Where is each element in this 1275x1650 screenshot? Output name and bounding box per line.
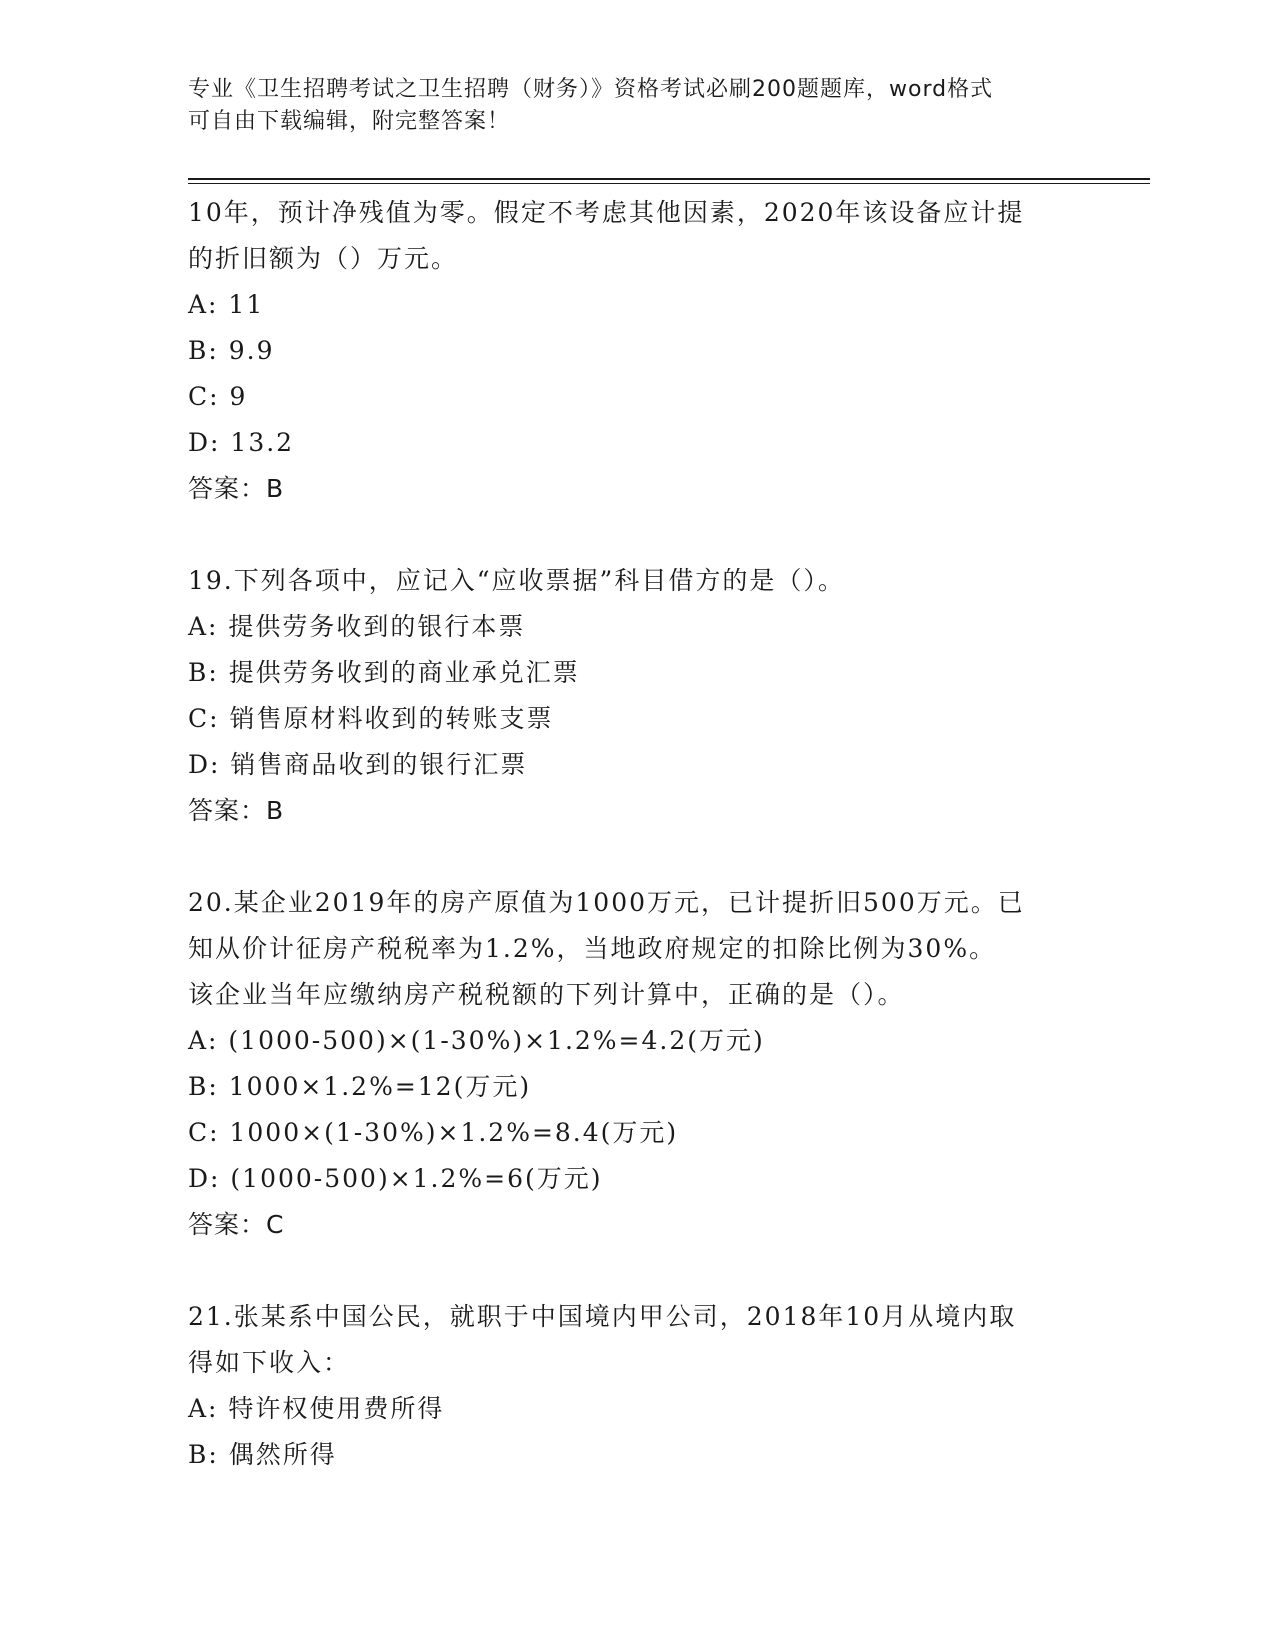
option-a: A: 11 <box>188 290 265 319</box>
option-d: D: (1000-500)×1.2%=6(万元) <box>188 1164 603 1193</box>
header-divider-thin <box>188 183 1150 184</box>
option-c: C: 1000×(1-30%)×1.2%=8.4(万元) <box>188 1118 679 1147</box>
option-a: A: 提供劳务收到的银行本票 <box>188 612 526 641</box>
option-c: C: 9 <box>188 382 248 411</box>
question-list <box>188 190 1088 1478</box>
option-d: D: 13.2 <box>188 428 295 457</box>
answer-label: 答案：B <box>188 474 285 503</box>
option-b: B: 9.9 <box>188 336 275 365</box>
question-text-line: 得如下收入： <box>188 1348 351 1377</box>
header-title-line-2: 可自由下载编辑，附完整答案！ <box>188 109 511 134</box>
header-title-line-1: 专业《卫生招聘考试之卫生招聘（财务）》资格考试必刷200题题库，word格式 <box>188 77 994 102</box>
option-d: D: 销售商品收到的银行汇票 <box>188 750 528 779</box>
question-19 <box>188 558 1088 834</box>
question-text-line: 19.下列各项中，应记入“应收票据”科目借方的是（）。 <box>188 566 845 595</box>
option-c: C: 销售原材料收到的转账支票 <box>188 704 554 733</box>
header-divider-thick <box>188 178 1150 180</box>
spacer <box>188 834 1088 880</box>
question-text-line: 20.某企业2019年的房产原值为1000万元，已计提折旧500万元。已 <box>188 888 1025 917</box>
spacer <box>188 512 1088 558</box>
question-text-line: 知从价计征房产税税率为1.2%，当地政府规定的扣除比例为30%。 <box>188 934 997 963</box>
answer-label: 答案：B <box>188 796 285 825</box>
option-b: B: 提供劳务收到的商业承兑汇票 <box>188 658 580 687</box>
option-a: A: 特许权使用费所得 <box>188 1394 445 1423</box>
question-18 <box>188 190 1088 512</box>
spacer <box>188 1248 1088 1294</box>
answer-label: 答案：C <box>188 1210 285 1239</box>
document-header <box>188 74 1088 138</box>
option-b: B: 1000×1.2%=12(万元) <box>188 1072 532 1101</box>
question-text-line: 10年，预计净残值为零。假定不考虑其他因素，2020年该设备应计提 <box>188 198 1025 227</box>
question-text-line: 该企业当年应缴纳房产税税额的下列计算中，正确的是（）。 <box>188 980 905 1009</box>
question-text-line: 的折旧额为（）万元。 <box>188 244 459 273</box>
option-b: B: 偶然所得 <box>188 1440 337 1469</box>
question-text-line: 21.张某系中国公民，就职于中国境内甲公司，2018年10月从境内取 <box>188 1302 1017 1331</box>
option-a: A: (1000-500)×(1-30%)×1.2%=4.2(万元) <box>188 1026 765 1055</box>
question-20 <box>188 880 1088 1248</box>
question-21 <box>188 1294 1088 1478</box>
